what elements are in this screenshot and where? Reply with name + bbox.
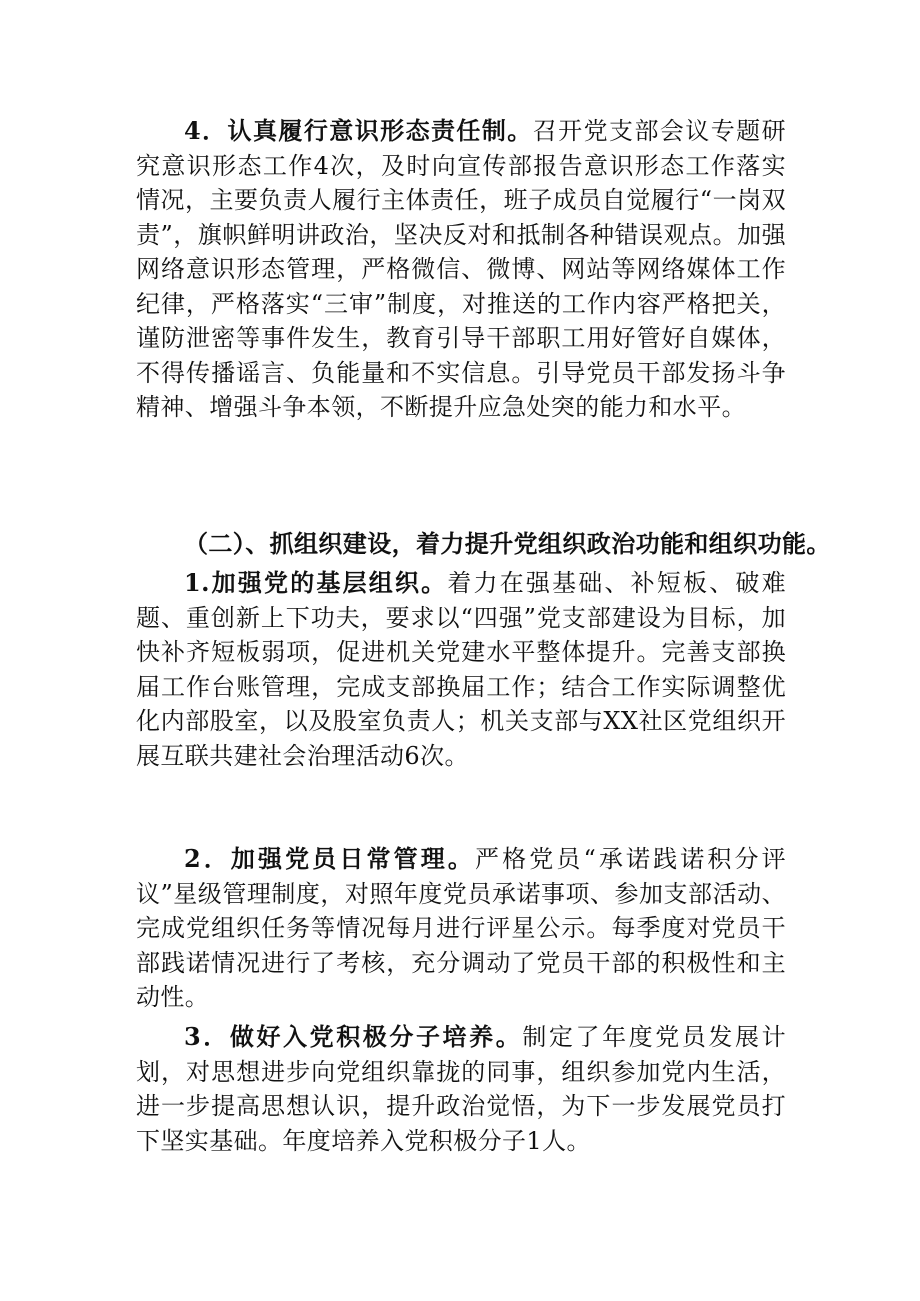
paragraph-lead: 3．做好入党积极分子培养。 xyxy=(184,1022,523,1051)
paragraph-lead: 4．认真履行意识形态责任制。 xyxy=(184,116,533,145)
paragraph-activist-training xyxy=(136,1020,786,1158)
paragraph-lead: 2．加强党员日常管理。 xyxy=(184,844,476,873)
paragraph-body: 制定了年度党员发展计划，对思想进步向党组织靠拢的同事，组织参加党内生活，进一步提高思想认识，提升政治觉悟，为下一步发展党员打下坚实基础。年度培养入党积极分子1人。 xyxy=(136,1023,787,1155)
paragraph-body: 着力在强基础、补短板、破难题、重创新上下功夫，要求以“四强”党支部建设为目标，加快补齐短板弱项，促进机关党建水平整体提升。完善支部换届工作台账管理，完成支部换届工作；结合工作实际调整优化内部股室，以及股室负责人；机关支部与XX社区党组织开展互联共建社会治理活动6次。 xyxy=(136,569,786,770)
paragraph-lead: 1.加强党的基层组织。 xyxy=(184,568,448,597)
paragraph-grassroots-organization xyxy=(136,566,786,773)
paragraph-member-management xyxy=(136,842,786,1015)
paragraph-body: 严格党员“承诺践诺积分评议”星级管理制度，对照年度党员承诺事项、参加支部活动、完成党组织任务等情况每月进行评星公示。每季度对党员干部践诺情况进行了考核，充分调动了党员干部的积极性和主动性。 xyxy=(136,845,786,1011)
section-heading-organization: （二）、抓组织建设，着力提升党组织政治功能和组织功能。 xyxy=(184,529,831,558)
paragraph-ideology-responsibility xyxy=(136,114,786,425)
paragraph-body: 召开党支部会议专题研究意识形态工作4次，及时向宣传部报告意识形态工作落实情况，主要负责人履行主体责任，班子成员自觉履行“一岗双责”，旗帜鲜明讲政治，坚决反对和抵制各种错误观点。加强网络意识形态管理，严格微信、微博、网站等网络媒体工作纪律，严格落实“三审”制度，对推送的工作内容严格把关，谨防泄密等事件发生，教育引导干部职工用好管好自媒体，不得传播谣言、负能量和不实信息。引导党员干部发扬斗争精神、增强斗争本领，不断提升应急处突的能力和水平。 xyxy=(136,117,786,421)
